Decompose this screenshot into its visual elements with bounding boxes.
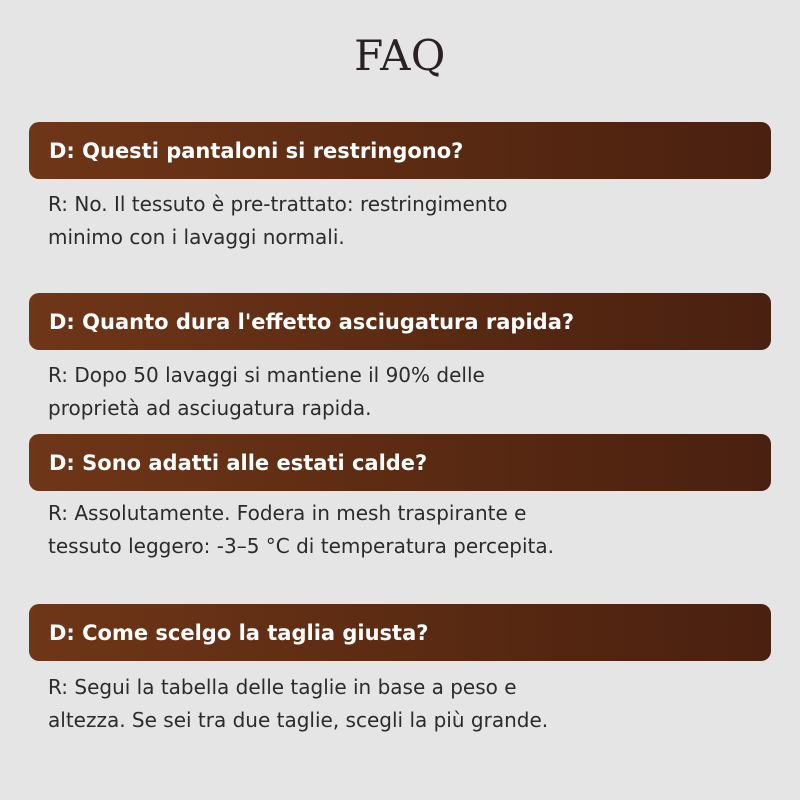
faq-answer-3 (48, 497, 708, 563)
faq-answer-2 (48, 359, 708, 425)
faq-answer-4 (48, 671, 708, 737)
faq-answer-3-line-2: tessuto leggero: -3–5 °C di temperatura percepita. (48, 534, 554, 558)
faq-answer-1-line-2: minimo con i lavaggi normali. (48, 225, 345, 249)
faq-answer-4-line-2: altezza. Se sei tra due taglie, scegli la più grande. (48, 708, 549, 732)
faq-answer-3-line-1: R: Assolutamente. Fodera in mesh traspirante e (48, 501, 527, 525)
faq-answer-2-line-1: R: Dopo 50 lavaggi si mantiene il 90% delle (48, 363, 485, 387)
faq-question-2: D: Quanto dura l'effetto asciugatura rapida? (49, 309, 575, 334)
faq-question-bar-4 (29, 604, 771, 661)
faq-answer-1 (48, 188, 708, 254)
faq-question-bar-2 (29, 293, 771, 350)
faq-answer-4-line-1: R: Segui la tabella delle taglie in base a peso e (48, 675, 517, 699)
faq-question-1: D: Questi pantaloni si restringono? (49, 138, 464, 163)
faq-question-bar-1 (29, 122, 771, 179)
faq-question-4: D: Come scelgo la taglia giusta? (49, 620, 429, 645)
page-title: FAQ (354, 31, 446, 80)
faq-answer-2-line-2: proprietà ad asciugatura rapida. (48, 396, 372, 420)
faq-answer-1-line-1: R: No. Il tessuto è pre-trattato: restringimento (48, 192, 508, 216)
faq-question-3: D: Sono adatti alle estati calde? (49, 450, 428, 475)
faq-question-bar-3 (29, 434, 771, 491)
